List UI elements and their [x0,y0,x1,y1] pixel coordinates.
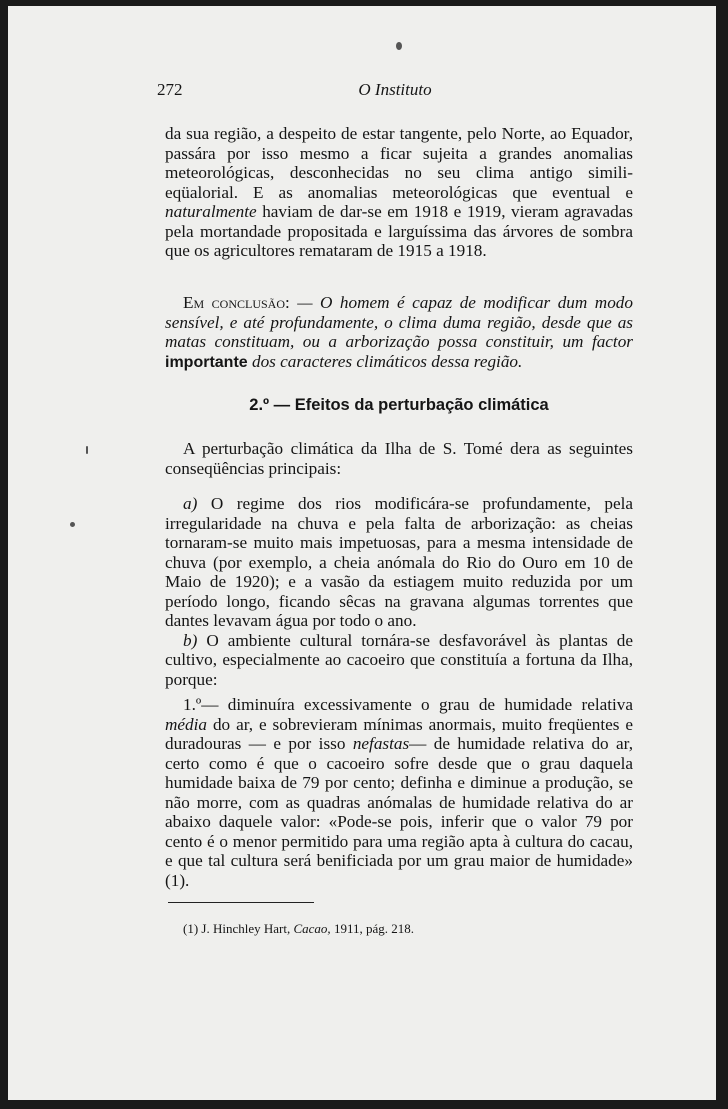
item-1-italic-media: média [165,714,208,734]
item-b-label: b) [183,630,198,650]
item-1-text-b: do ar, e sobrevieram mínimas anormais, muito freqüentes e duradouras — e por isso [165,714,633,753]
paragraph-1-end: haviam de dar-se em 1918 e 1919, vieram agravadas pela mortandade propositada e larguíssima das árvores de sombra que os agricultores remataram de 1915 a 1918. [165,202,633,260]
item-1-text-c: — de humidade relativa do ar, certo como é que o cacoeiro sofre desde que o grau daquela humidade baixa de 79 por cento; definha e diminue a produção, se não morre, com as quadras anómalas de humidade relativa do ar abaixo daquele valor: «Pode-se pois, inferir que o valor 79 por cento é o menor permitido para uma região apta à cultura do cacau, e que tal cultura será benificiada por um grau maior de humidade» (1). [165,734,634,890]
conclusion-text-a: — O homem é capaz de modificar dum modo sensível, e até profundamente, o clima duma região, desde que as matas constituam, ou a arborização possa constituir, um factor [165,293,633,351]
item-1-label: 1.º [183,695,202,714]
item-a [165,494,633,631]
ink-speck [396,42,402,50]
conclusion-text-b: dos caracteres climáticos dessa região. [251,351,523,371]
conclusion-bold-word: importante [165,353,248,371]
footnote-details: 1911, pág. 218. [333,921,414,936]
section-heading: 2.º — Efeitos da perturbação climática [249,396,549,414]
paragraph-1-italic: naturalmente [165,202,257,221]
ink-speck [86,446,88,454]
paragraph-3 [165,439,633,478]
ink-speck [70,522,75,527]
paragraph-4 [165,494,633,689]
paragraph-5 [165,695,633,890]
item-b-text: O ambiente cultural tornára-se desfavorável às plantas de cultivo, especialmente ao cacoeiro que constituía a fortuna da Ilha, porque: [165,630,634,689]
conclusion-lead: Em conclusão: [183,293,290,312]
item-a-text: O regime dos rios modificára-se profundamente, pela irregularidade na chuva e pela falta de arborização: as cheias tornaram-se muito mais impetuosas, para a mesma intensidade de chuva (por exemplo, a cheia anómala do Rio do Ouro em 10 de Maio de 1920); e a vasão da estiagem muito reduzida por um período longo, ficando sêcas na gravana algumas torrentes que dantes levavam água por todo o ano. [165,494,634,630]
scanned-page [8,6,716,1100]
item-a-label: a) [183,494,198,513]
item-1-italic-nefastas: nefastas [352,734,410,753]
footnote-divider [168,902,314,903]
item-b [165,631,633,690]
paragraph-1 [165,124,633,261]
footnote-work: Cacao, [293,921,331,936]
page-header [157,80,633,104]
paragraph-1-text: da sua região, a despeito de estar tangente, pelo Norte, ao Equador, passára por isso mesmo a ficar sujeita a grandes anomalias meteorológicas, desconhecidas no seu clima antigo simili-eqüalorial. E as anomalias meteorológicas que eventual e [165,124,633,202]
footnote-author: J. Hinchley Hart, [201,921,291,936]
item-1 [165,695,633,890]
running-title: O Instituto [358,80,432,99]
paragraph-3-text: A perturbação climática da Ilha de S. Tomé dera as seguintes conseqüências principais: [165,439,633,478]
item-1-text-a: — diminuíra excessivamente o grau de humidade relativa [201,695,633,714]
footnote [183,921,623,937]
conclusion-paragraph [165,293,633,372]
footnote-number: (1) [183,921,199,936]
page-number: 272 [157,80,183,99]
